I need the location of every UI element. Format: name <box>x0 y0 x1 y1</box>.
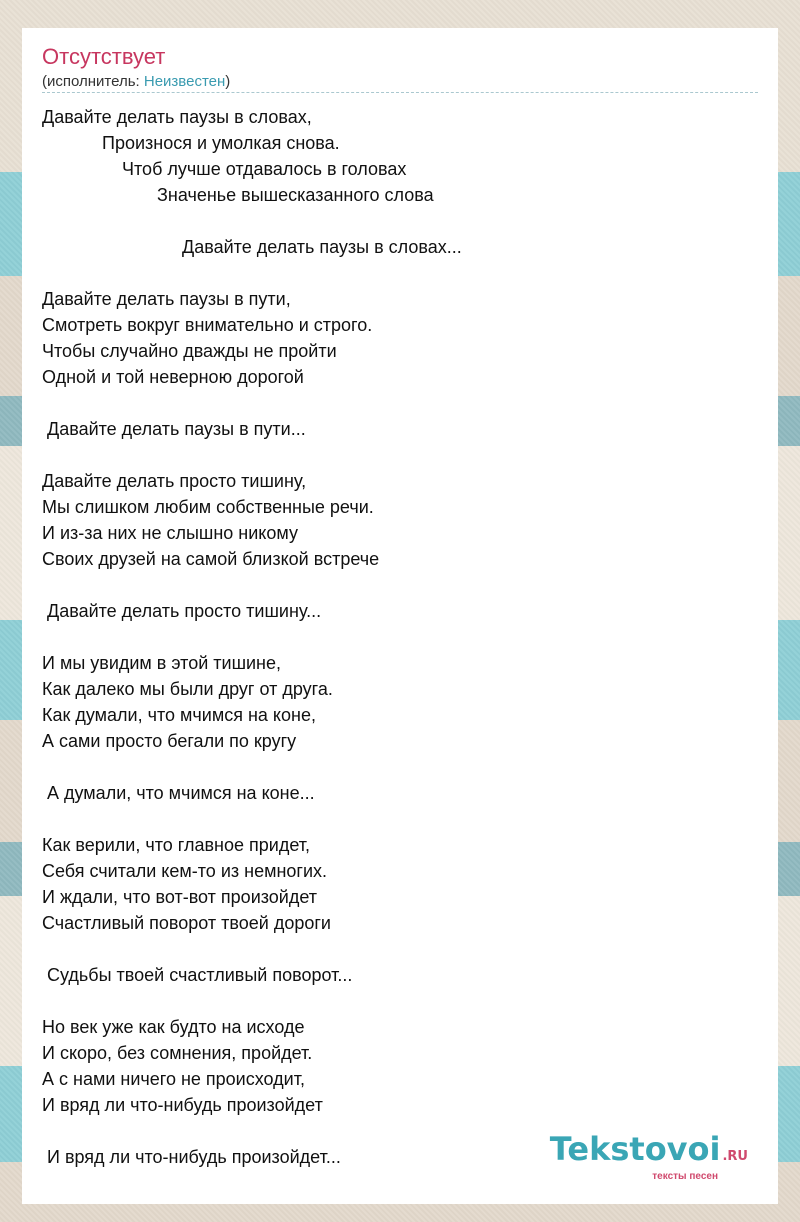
lyric-line: Одной и той неверною дорогой <box>42 367 304 387</box>
lyric-blank-line <box>42 988 758 1014</box>
lyric-line: И мы увидим в этой тишине, <box>42 653 282 673</box>
lyrics-card <box>22 28 778 1204</box>
lyric-line: И скоро, без сомнения, пройдет. <box>42 1043 313 1063</box>
lyric-line: Своих друзей на самой близкой встрече <box>42 549 380 569</box>
site-logo[interactable] <box>549 1130 748 1182</box>
lyric-line: Себя считали кем-то из немногих. <box>42 861 328 881</box>
lyric-line: Давайте делать просто тишину, <box>42 471 307 491</box>
song-title: Отсутствует <box>42 44 166 69</box>
logo-tagline: тексты песен <box>652 1171 718 1182</box>
performer-line <box>42 72 758 93</box>
song-header <box>42 44 758 93</box>
lyric-line: Давайте делать паузы в словах, <box>42 107 312 127</box>
lyric-line: И вряд ли что-нибудь произойдет... <box>42 1147 341 1167</box>
lyric-line: Давайте делать паузы в пути, <box>42 289 291 309</box>
lyric-line: И вряд ли что-нибудь произойдет <box>42 1095 323 1115</box>
artist-link[interactable]: Неизвестен <box>143 73 226 90</box>
lyric-line: Смотреть вокруг внимательно и строго. <box>42 315 373 335</box>
lyric-blank-line <box>42 208 758 234</box>
lyric-line: Произнося и умолкая снова. <box>42 133 340 153</box>
lyric-line: Давайте делать паузы в словах... <box>42 237 462 257</box>
lyric-blank-line <box>42 390 758 416</box>
logo-wordmark <box>549 1130 748 1173</box>
lyric-line: Чтоб лучше отдавалось в головах <box>42 159 407 179</box>
lyrics-text <box>42 104 758 1170</box>
lyric-line: Мы слишком любим собственные речи. <box>42 497 374 517</box>
lyric-blank-line <box>42 260 758 286</box>
lyric-blank-line <box>42 572 758 598</box>
lyric-blank-line <box>42 624 758 650</box>
lyric-line: А с нами ничего не происходит, <box>42 1069 305 1089</box>
lyric-line: Судьбы твоей счастливый поворот... <box>42 965 353 985</box>
lyric-line: Давайте делать просто тишину... <box>42 601 322 621</box>
lyric-blank-line <box>42 754 758 780</box>
lyric-line: А сами просто бегали по кругу <box>42 731 297 751</box>
lyric-line: Счастливый поворот твоей дороги <box>42 913 331 933</box>
lyric-line: И ждали, что вот-вот произойдет <box>42 887 318 907</box>
lyric-line: Как далеко мы были друг от друга. <box>42 679 333 699</box>
lyric-line: И из-за них не слышно никому <box>42 523 298 543</box>
lyric-line: Как верили, что главное придет, <box>42 835 310 855</box>
performer-suffix: ) <box>225 73 231 90</box>
lyric-line: Чтобы случайно дважды не пройти <box>42 341 337 361</box>
performer-prefix: (исполнитель: <box>42 73 144 90</box>
lyric-blank-line <box>42 806 758 832</box>
lyric-line: А думали, что мчимся на коне... <box>42 783 315 803</box>
lyric-blank-line <box>42 936 758 962</box>
logo-tld: .RU <box>722 1149 748 1164</box>
lyric-blank-line <box>42 442 758 468</box>
lyric-line: Но век уже как будто на исходе <box>42 1017 305 1037</box>
logo-name: Tekstovoi <box>549 1130 721 1168</box>
lyric-line: Значенье вышесказанного слова <box>42 185 434 205</box>
lyric-line: Как думали, что мчимся на коне, <box>42 705 316 725</box>
lyric-line: Давайте делать паузы в пути... <box>42 419 306 439</box>
